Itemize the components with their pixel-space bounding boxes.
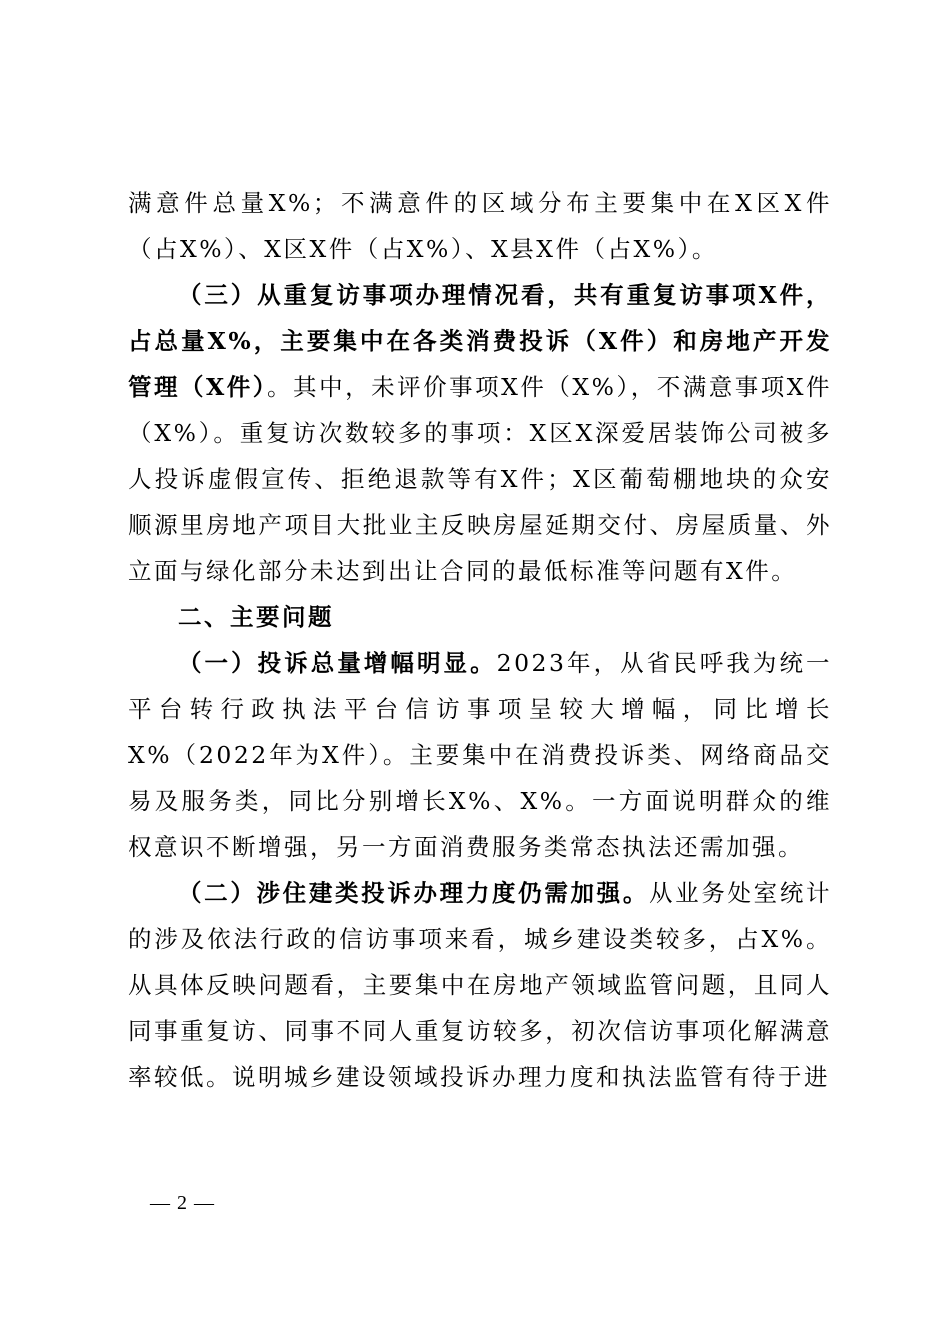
section-three-lead-rest: 共有重复访事项X件，占总量X%，主要集中在各类消费投诉（X件）和房地产开发管理（X件）: [128, 281, 833, 401]
paragraph-continuation-text: 满意件总量X%；不满意件的区域分布主要集中在X区X件（占X%）、X区X件（占X%）、X县X件（占X%）。: [128, 189, 832, 263]
document-body: [128, 180, 832, 1100]
problem-two-title: （二）涉住建类投诉办理力度仍需加强。: [178, 879, 649, 907]
paragraph-continuation: [128, 180, 832, 272]
section-heading-main-problems: [128, 594, 832, 640]
problem-one-paragraph: [128, 640, 832, 870]
section-three-paragraph: [128, 272, 832, 594]
problem-one-title: （一）投诉总量增幅明显。: [178, 649, 497, 677]
problem-two-paragraph: [128, 870, 832, 1100]
section-three-body: 。其中，未评价事项X件（X%），不满意事项X件（X%）。重复访次数较多的事项：X区X深爱居装饰公司被多人投诉虚假宣传、拒绝退款等有X件；X区葡萄棚地块的众安顺源里房地产项目大批业主反映房屋延期交付、房屋质量、外立面与绿化部分未达到出让合同的最低标准等问题有X件。: [128, 373, 832, 585]
page-number: — 2 —: [150, 1192, 215, 1214]
problem-two-body: 从业务处室统计的涉及依法行政的信访事项来看，城乡建设类较多，占X%。从具体反映问题看，主要集中在房地产领域监管问题，且同人同事重复访、同事不同人重复访较多，初次信访事项化解满意率较低。说明城乡建设领域投诉办理力度和执法监管有待于进: [128, 879, 832, 1091]
section-three-lead: （三）从重复访事项办理情况看，: [178, 281, 574, 309]
problem-one-body: 2023年，从省民呼我为统一平台转行政执法平台信访事项呈较大增幅，同比增长X%（2022年为X件）。主要集中在消费投诉类、网络商品交易及服务类，同比分别增长X%、X%。一方面说明群众的维权意识不断增强，另一方面消费服务类常态执法还需加强。: [128, 649, 833, 861]
heading-two-text: 二、主要问题: [178, 603, 334, 631]
